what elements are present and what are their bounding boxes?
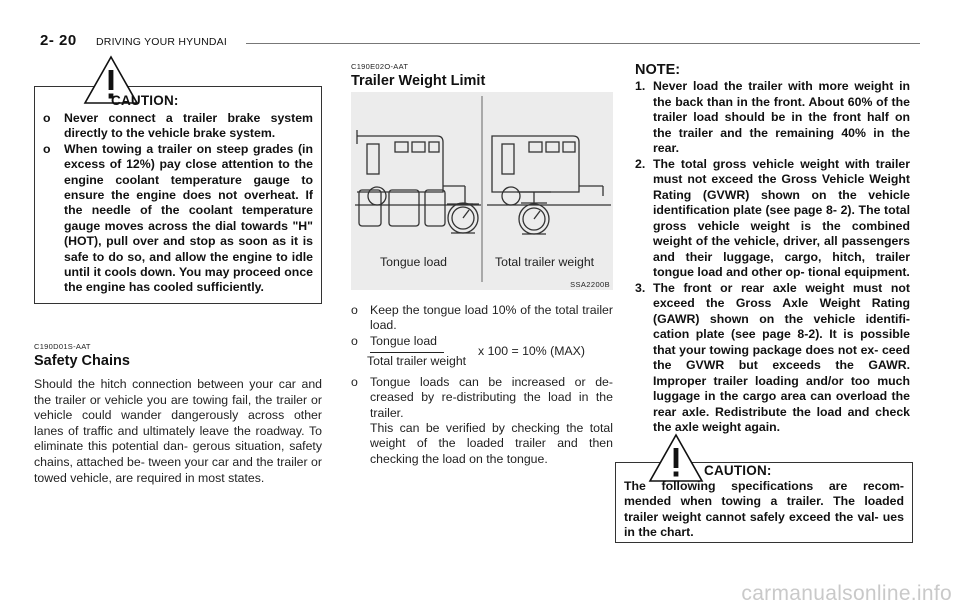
caution-item-text: When towing a trailer on steep grades (in excess of 12%) pay close attention to the engine coolant temperature gauge to ensure the engine does not overheat. If the needle of the coolant temperature gauge moves across the dial towards "H" (HOT), pull over and stop as soon as it is safe to do so, and allow the engine to idle until it cools down. You may proceed once the engine has cooled sufficiently.: [64, 141, 313, 295]
list-item-text: This can be verified by checking the total weight of the loaded trailer and then checking the load on the tongue.: [370, 421, 613, 466]
note-item: [635, 79, 910, 157]
note-item-text: The total gross vehicle weight with trailer must not exceed the Gross Vehicle Weight Rating (GVWR) shown on the vehicle identification plate (see page 8- 2). The total gross vehicle weight is the combined weight of the vehicle, driver, all passengers and their luggage, cargo, hitch, trailer tongue load and other op- tional equipment.: [653, 156, 910, 279]
caption-tongue-load: Tongue load: [380, 255, 448, 269]
watermark: carmanualsonline.info: [741, 582, 952, 605]
bullet: o: [351, 374, 358, 389]
safety-chains-body: Should the hitch connection between your car and the trailer or vehicle you are towing fail, the trailer or vehicle could wander dangerously across other lanes of traffic and ultimately leave the roadway. To eliminate this potential dan- gerous situation, safety chains, attached be- tween your car and the trailer or towed vehicle, are required in most states.: [34, 377, 322, 485]
warning-triangle-icon: [648, 433, 704, 483]
caution-box-right: [615, 462, 913, 543]
list-item-text: Tongue loads can be increased or de- creased by re-distributing the load in the trailer.: [370, 374, 613, 420]
section-title: DRIVING YOUR HYUNDAI: [96, 36, 227, 48]
note-item-text: Never load the trailer with more weight in the back than in the front. About 60% of the trailer load should be in the front half on the trailer and the remaining 40% in the rear.: [653, 79, 910, 155]
note-item: [635, 157, 910, 281]
caution-text: The following specifications are recom- mended when towing a trailer. The loaded trailer weight cannot safely exceed the val- ues in the chart.: [624, 479, 904, 540]
caution-title: CAUTION:: [111, 93, 179, 108]
tongue-load-figure: [351, 92, 613, 290]
note-item: [635, 281, 910, 436]
note-title: NOTE:: [635, 62, 681, 78]
header-rule: [246, 43, 920, 44]
safety-chains-heading: Safety Chains: [34, 353, 130, 369]
figure-code: SSA2200B: [570, 280, 610, 289]
caption-total-trailer-weight: Total trailer weight: [495, 255, 595, 269]
note-list: [635, 79, 910, 436]
formula-result: x 100 = 10% (MAX): [478, 343, 585, 358]
formula-numerator: Tongue load: [370, 333, 438, 348]
list-item: [351, 375, 613, 467]
bullet: o: [43, 141, 51, 156]
caution-item: [43, 142, 313, 296]
list-item: [351, 303, 613, 334]
formula-denominator: Total trailer weight: [367, 353, 467, 368]
bullet: o: [351, 333, 358, 348]
trailer-weight-list: [351, 303, 613, 467]
caution-item: [43, 111, 313, 142]
safety-chains-code: C190D01S-AAT: [34, 342, 91, 351]
note-number: 3.: [635, 280, 646, 295]
page-number: 2- 20: [40, 32, 77, 49]
trailer-weight-heading: Trailer Weight Limit: [351, 73, 486, 89]
page-header: [40, 32, 920, 56]
bullet: o: [43, 111, 51, 125]
caution-item-text: Never connect a trailer brake system directly to the vehicle brake system.: [64, 111, 313, 141]
caution-list: [43, 111, 313, 296]
caution-title: CAUTION:: [704, 463, 772, 478]
list-item-text: Keep the tongue load 10% of the total trailer load.: [370, 303, 613, 333]
bullet: o: [351, 303, 358, 317]
note-number: 1.: [635, 79, 646, 93]
caution-box-left: [34, 86, 322, 304]
trailer-weight-code: C190E02O-AAT: [351, 62, 409, 71]
note-item-text: The front or rear axle weight must not exceed the Gross Axle Weight Rating (GAWR) shown on the vehicle identifi- cation plate (see page 8-2). It is possible that your towing package does not ex- ceed the GVWR but exceeds the GAWR. Improper trailer loading and/or too much luggage in the cargo area can overload the rear axle. Redistribute the load and check the axle weight again.: [653, 280, 910, 434]
formula-fraction-line: [370, 352, 444, 353]
tongue-load-formula: [351, 334, 613, 371]
note-number: 2.: [635, 156, 646, 171]
